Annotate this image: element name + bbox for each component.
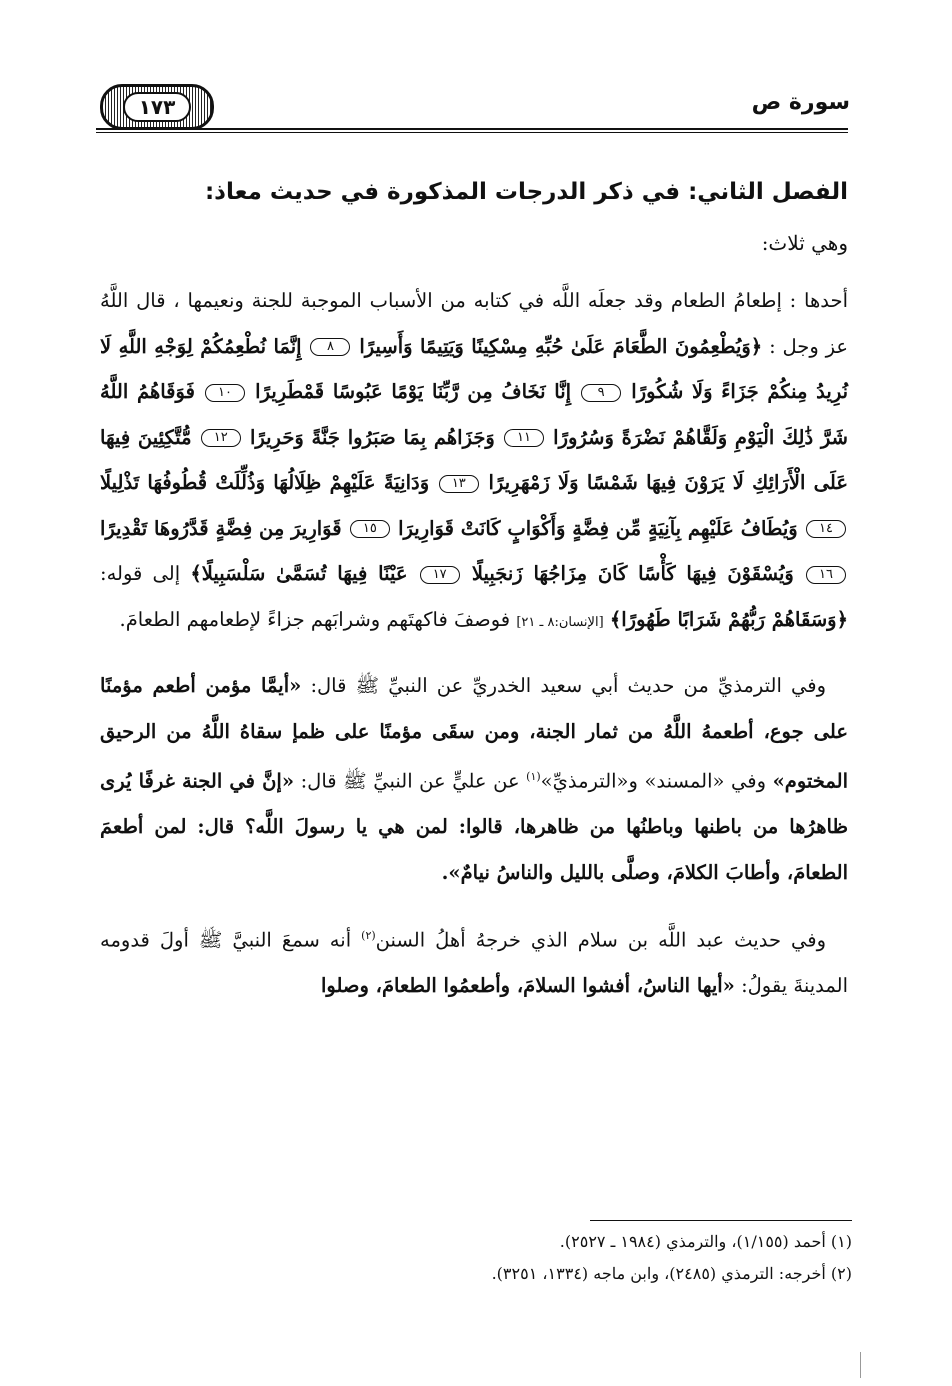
ayah-number: ١٧ — [420, 566, 460, 584]
surah-title: سورة ص — [751, 90, 850, 115]
main-text — [100, 172, 848, 1027]
quran-verse: وَيُسْقَوْنَ فِيهَا كَأْسًا كَانَ مِزَاجُهَا زَنجَبِيلًا — [471, 562, 794, 585]
quran-verse: وَيُطَافُ عَلَيْهِم بِآنِيَةٍ مِّن فِضَّةٍ وَأَكْوَابٍ كَانَتْ قَوَارِيرَا — [398, 516, 798, 540]
para2-intro: وفي الترمذيِّ من حديث أبي سعيد الخدريِّ عن النبيِّ ﷺ قال: — [310, 674, 826, 697]
ayah-number: ٨ — [310, 338, 350, 356]
footnotes — [100, 1226, 852, 1290]
para1-intro: أحدها : إطعامُ الطعام وقد جعلَه اللَّه في كتابه من الأسباب الموجبة للجنة ونعيمها ، قال اللَّهُ عز وجل : — [100, 289, 849, 358]
page-number-badge — [100, 84, 214, 130]
quran-verse: إِنَّا نَخَافُ مِن رَّبِّنَا يَوْمًا عَبُوسًا قَمْطَرِيرًا — [255, 380, 572, 403]
quran-verse: وَجَزَاهُم بِمَا صَبَرُوا جَنَّةً وَحَرِيرًا — [249, 425, 495, 449]
page-number: ١٧٣ — [123, 92, 192, 122]
footnote-1: (١) أحمد (١/١٥٥)، والترمذي (١٩٨٤ ـ ٢٥٢٧). — [559, 1232, 852, 1251]
ayah-number: ١٢ — [201, 429, 241, 447]
ayah-number: ١٣ — [439, 475, 479, 493]
para2-mid: وفي «المسند» و«الترمذيِّ» — [540, 769, 766, 793]
section-subheading: وهي ثلاث: — [761, 231, 848, 255]
para3-intro: وفي حديث عبد اللَّه بن سلام الذي خرجهُ أهلُ السنن — [375, 928, 827, 952]
ayah-number: ١٦ — [806, 566, 846, 584]
page-header — [90, 84, 850, 130]
para1-outro: فوصفَ فاكهتَهم وشرابَهم جزاءً لإطعامهم الطعامَ. — [119, 607, 511, 631]
ayah-number: ١٤ — [806, 520, 846, 538]
quran-verse: فَوَقَاهُمُ اللَّهُ شَرَّ ذَٰلِكَ الْيَوْمِ وَلَقَّاهُمْ نَضْرَةً وَسُرُورًا — [100, 380, 848, 449]
ayah-number: ١١ — [504, 429, 544, 447]
paragraph-ibn-salam — [100, 913, 848, 1009]
hadith-text: «أيها الناسُ، أفشوا السلامَ، وأطعمُوا الطعامَ، وصلوا — [320, 974, 735, 997]
quran-verse: مُّتَّكِئِينَ فِيهَا عَلَى الْأَرَائِكِ لَا يَرَوْنَ فِيهَا شَمْسًا وَلَا زَمْهَرِيرًا — [100, 425, 848, 494]
scan-mark — [860, 1352, 861, 1378]
quran-verse: ﴿وَيُطْعِمُونَ الطَّعَامَ عَلَىٰ حُبِّهِ مِسْكِينًا وَيَتِيمًا وَأَسِيرًا — [359, 334, 763, 358]
section-heading: الفصل الثاني: في ذكر الدرجات المذكورة في حديث معاذ: — [204, 179, 848, 205]
quran-verse: قَوَارِيرَ مِن فِضَّةٍ قَدَّرُوهَا تَقْدِيرًا — [100, 516, 342, 540]
verse-reference: [الإنسان:٨ ـ ٢١] — [516, 614, 604, 630]
ayah-number: ١٥ — [350, 520, 390, 538]
ayah-number: ٩ — [581, 384, 621, 402]
quran-verse: إِنَّمَا نُطْعِمُكُمْ لِوَجْهِ اللَّهِ لَا نُرِيدُ مِنكُمْ جَزَاءً وَلَا شُكُورًا — [100, 334, 849, 403]
hadith-text: «إنَّ في الجنة غرفًا يُرى ظاهرُها من باطنها وباطنُها من ظاهرها، قالوا: لمن هي يا رسولَ اللَّه؟ قال: لمن أطعمَ الطعامَ، وأطابَ الكلامَ، وصلَّى بالليل والناسُ نيامٌ». — [100, 769, 848, 884]
ayah-number: ١٠ — [205, 384, 245, 402]
para3-mid: أنه سمعَ النبيَّ ﷺ أولَ قدومه المدينةَ يقولُ: — [100, 928, 848, 997]
to-his-saying: إلى قوله: — [100, 562, 181, 585]
paragraph-tirmidhi — [100, 663, 848, 895]
header-divider — [96, 128, 848, 130]
para2-mid2: عن عليٍّ عن النبيِّ ﷺ قال: — [300, 769, 520, 793]
header-divider-thin — [96, 132, 848, 133]
footnote-marker[interactable]: (١) — [526, 770, 541, 783]
hadith-text: «أيمَّا مؤمن أطعم مؤمنًا على جوع، أطعمهُ اللَّهُ من ثمار الجنة، ومن سقَى مؤمنًا على ظمإ سقاهُ اللَّهُ من الرحيق المختوم» — [100, 674, 849, 793]
paragraph-feeding — [100, 278, 848, 645]
quran-verse: عَيْنًا فِيهَا تُسَمَّىٰ سَلْسَبِيلًا﴾ — [190, 562, 408, 585]
footnote-divider — [590, 1220, 852, 1221]
footnote-marker[interactable]: (٢) — [361, 929, 376, 942]
quran-verse: ﴿وَسَقَاهُمْ رَبُّهُمْ شَرَابًا طَهُورًا﴾ — [609, 607, 848, 631]
footnote-2: (٢) أخرجه: الترمذي (٢٤٨٥)، وابن ماجه (١٣٣٤، ٣٢٥١). — [491, 1264, 852, 1283]
quran-verse: وَدَانِيَةً عَلَيْهِمْ ظِلَالُهَا وَذُلِّلَتْ قُطُوفُهَا تَذْلِيلًا — [100, 471, 430, 494]
